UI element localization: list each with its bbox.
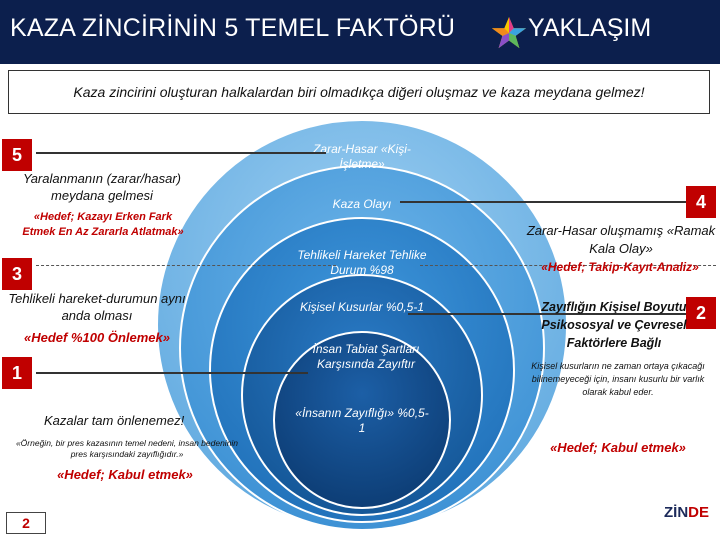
goal-factor-4: «Hedef; Takip-Kayıt-Analiz» bbox=[541, 260, 699, 274]
goal-factor-5: «Hedef; Kazayı Erken Fark Etmek En Az Zararla Atlatmak» bbox=[22, 211, 184, 238]
example-factor-1: «Örneğin, bir pres kazasının temel nedeni, insan bedeninin pres karşısındaki zayıflığıdır.» bbox=[15, 438, 239, 459]
subtitle: Kaza zincirini oluşturan halkalardan biri olmadıkça diğeri oluşmaz ve kaza meydana gelmez! bbox=[73, 84, 645, 100]
badge-2: 2 bbox=[686, 297, 716, 329]
logo-part-zin: ZİN bbox=[664, 504, 689, 521]
circle-label-nature: İnsan Tabiat Şartları Karşısında Zayıftır bbox=[312, 342, 420, 371]
text-factor-2: Zayıflığın Kişisel Boyutu Psikososyal ve Çevresel Faktörlere Bağlı bbox=[541, 300, 687, 350]
goal-factor-3: «Hedef %100 Önlemek» bbox=[24, 330, 170, 345]
connector-4 bbox=[400, 201, 686, 203]
badge-3: 3 bbox=[2, 258, 32, 290]
connector-5 bbox=[36, 152, 326, 154]
page-title: KAZA ZİNCİRİNİN 5 TEMEL FAKTÖRÜ bbox=[10, 14, 456, 42]
circle-label-unsafe-act: Tehlikeli Hareket Tehlike Durum %98 bbox=[297, 248, 427, 277]
text-factor-1: Kazalar tam önlenemez! bbox=[44, 413, 185, 428]
badge-5: 5 bbox=[2, 139, 32, 171]
goal-factor-1: «Hedef; Kabul etmek» bbox=[57, 467, 193, 482]
page-title-right: YAKLAŞIM bbox=[528, 14, 652, 42]
circle-label-personal-faults: Kişisel Kusurlar %0,5-1 bbox=[299, 300, 425, 314]
zinde-logo bbox=[664, 504, 709, 521]
text-factor-4: Zarar-Hasar oluşmamış «Ramak Kala Olay» bbox=[526, 223, 716, 256]
goal-factor-2: «Hedef; Kabul etmek» bbox=[550, 440, 686, 455]
logo-part-de: DE bbox=[688, 504, 710, 521]
badge-1: 1 bbox=[2, 357, 32, 389]
connector-3 bbox=[36, 265, 336, 266]
text-factor-5: Yaralanmanın (zarar/hasar) meydana gelmesi bbox=[23, 171, 181, 203]
circle-label-damage: Zarar-Hasar «Kişi-İşletme» bbox=[313, 142, 411, 171]
text-factor-3: Tehlikeli hareket-durumun aynı anda olması bbox=[8, 291, 186, 323]
note-factor-2: Kişisel kusurların ne zaman ortaya çıkacağı bilinemeyeceği için, insanı kusurlu bir varlık olarak kabul eder. bbox=[531, 361, 705, 397]
page-number: 2 bbox=[6, 512, 46, 534]
connector-1 bbox=[36, 372, 308, 374]
badge-4: 4 bbox=[686, 186, 716, 218]
circle-label-human-weakness: «İnsanın Zayıflığı» %0,5-1 bbox=[295, 406, 429, 435]
circle-label-accident: Kaza Olayı bbox=[332, 197, 392, 211]
